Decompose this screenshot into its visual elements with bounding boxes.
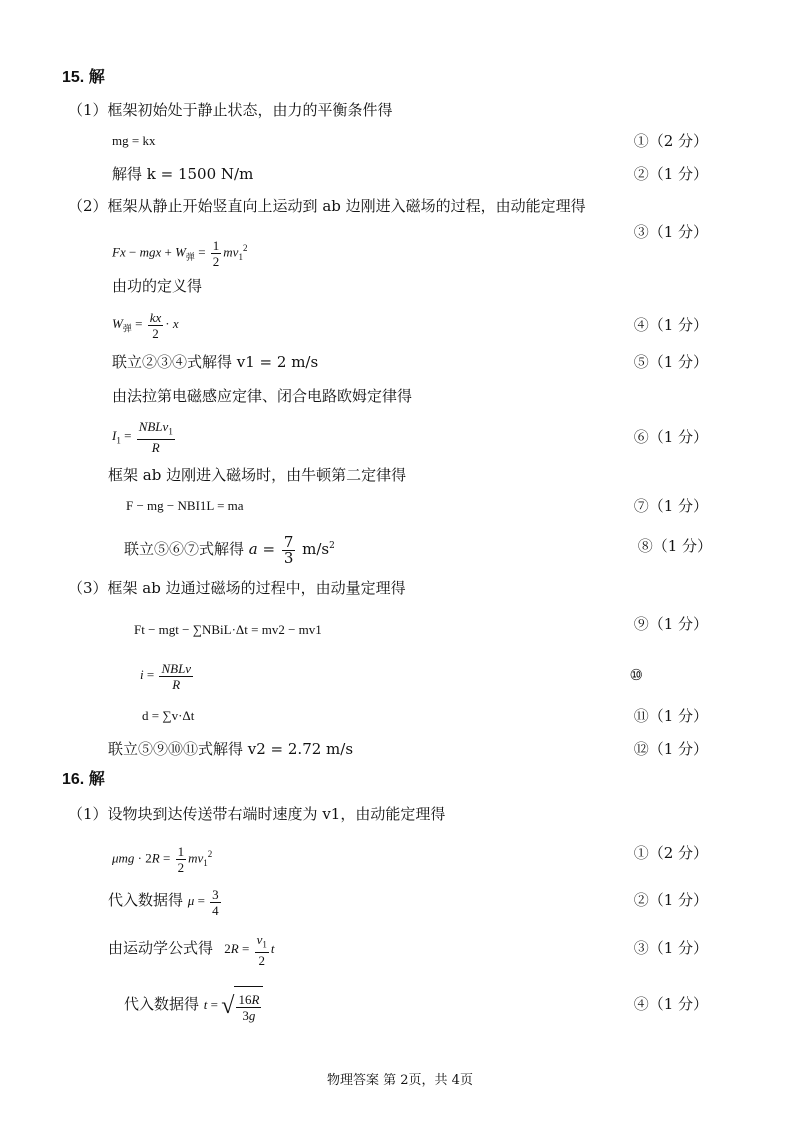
q15-mark10: ⑩ <box>629 666 643 684</box>
q15-faraday-text: 由法拉第电磁感应定律、闭合电路欧姆定律得 <box>112 387 413 405</box>
q16-eq4: 代入数据得 t = √ $\frac{16R}{3g}$ <box>124 984 263 1027</box>
fraction: $\frac{v_1}{2}$ <box>256 931 267 969</box>
q15-work-def: 由功的定义得 <box>112 277 203 295</box>
q16-eq2: 代入数据得 μ = $\frac{3}{4}$ <box>108 886 219 918</box>
q15-eq7: F − mg − NBI1L = ma <box>126 498 244 513</box>
q15-mark2: ②（1 分） <box>633 165 708 183</box>
sqrt: √ $\frac{16R}{3g}$ <box>221 985 263 1027</box>
q15-mark1: ①（2 分） <box>633 132 708 150</box>
q16-mark2: ②（1 分） <box>633 891 708 909</box>
fraction: $\frac{1}{2}$ <box>212 237 220 269</box>
q15-mark4: ④（1 分） <box>633 316 708 334</box>
q15-eq5: 联立②③④式解得 v1 = 2 m/s <box>112 353 319 371</box>
q15-mark9: ⑨（1 分） <box>633 615 708 633</box>
fraction: $\frac{\text{NBLv}}{R}$ <box>161 660 192 692</box>
q16-mark3: ③（1 分） <box>633 939 708 957</box>
q16-substitute-text-2: 代入数据得 <box>124 995 200 1013</box>
fraction: $\frac{3}{4}$ <box>212 886 219 918</box>
q15-part1-label: （1）框架初始处于静止状态，由力的平衡条件得 <box>68 101 393 119</box>
q15-eq10: i = $\frac{\text{NBLv}}{R}$ <box>140 660 192 692</box>
q15-eq11: d = ∑v·Δt <box>142 708 195 723</box>
q15-part3-label: （3）框架 ab 边通过磁场的过程中，由动量定理得 <box>68 579 406 597</box>
q15-mark6: ⑥（1 分） <box>633 428 708 446</box>
fraction: $\frac{NBLv_1}{R}$ <box>138 418 173 456</box>
q15-eq2: 解得 k = 1500 N/m <box>112 165 254 183</box>
q15-eq12: 联立⑤⑨⑩⑪式解得 v2 = 2.72 m/s <box>108 740 354 758</box>
q15-newton-text: 框架 ab 边刚进入磁场时，由牛顿第二定律得 <box>108 466 407 484</box>
q15-mark11: ⑪（1 分） <box>633 707 708 725</box>
q15-mark12: ⑫（1 分） <box>633 740 708 758</box>
q15-mark8: ⑧（1 分） <box>637 537 712 555</box>
q15-mark7: ⑦（1 分） <box>633 497 708 515</box>
q16-substitute-text: 代入数据得 <box>108 891 184 909</box>
fraction: $\frac{kx}{2}$ <box>149 309 162 341</box>
q15-eq3: Fx − mgx + $W_弹$ = $\frac{1}{2}$ $mv_1^2$ <box>112 237 248 269</box>
q15-mark5: ⑤（1 分） <box>633 353 708 371</box>
fraction: $\frac{1}{2}$ <box>177 843 185 875</box>
q16-kinematics-text: 由运动学公式得 <box>108 939 214 957</box>
q15-eq6: $I_1$ = $\frac{NBLv_1}{R}$ <box>112 418 173 456</box>
q15-eq1: mg = kx <box>112 133 156 148</box>
q16-eq1: μmg · 2R = $\frac{1}{2}$ $mv_1^2$ <box>112 843 213 875</box>
fraction: $\frac{7}{3}$ <box>283 532 294 567</box>
q16-mark1: ①（2 分） <box>633 844 708 862</box>
page-footer: 物理答案 第 2页，共 4页 <box>327 1073 473 1088</box>
q15-eq8: 联立⑤⑥⑦式解得 a = $\frac{7}{3}$ $m/s^2$ <box>124 532 335 567</box>
q16-heading: 16. 解 <box>62 771 105 788</box>
q16-part1-label: （1）设物块到达传送带右端时速度为 v1，由动能定理得 <box>68 805 446 823</box>
q16-mark4: ④（1 分） <box>633 995 708 1013</box>
q15-heading: 15. 解 <box>62 69 105 86</box>
q16-eq3: 由运动学公式得 2R = $\frac{v_1}{2}$ t <box>108 931 275 969</box>
fraction: $\frac{16R}{3g}$ <box>238 992 260 1024</box>
q15-eq9: Ft − mgt − ∑NBiL·Δt = mv2 − mv1 <box>134 622 322 637</box>
q15-eq4: $W_弹$ = $\frac{kx}{2}$ · x <box>112 309 179 341</box>
q15-mark3: ③（1 分） <box>633 223 708 241</box>
q15-part2-label: （2）框架从静止开始竖直向上运动到 ab 边刚进入磁场的过程，由动能定理得 <box>68 197 586 215</box>
